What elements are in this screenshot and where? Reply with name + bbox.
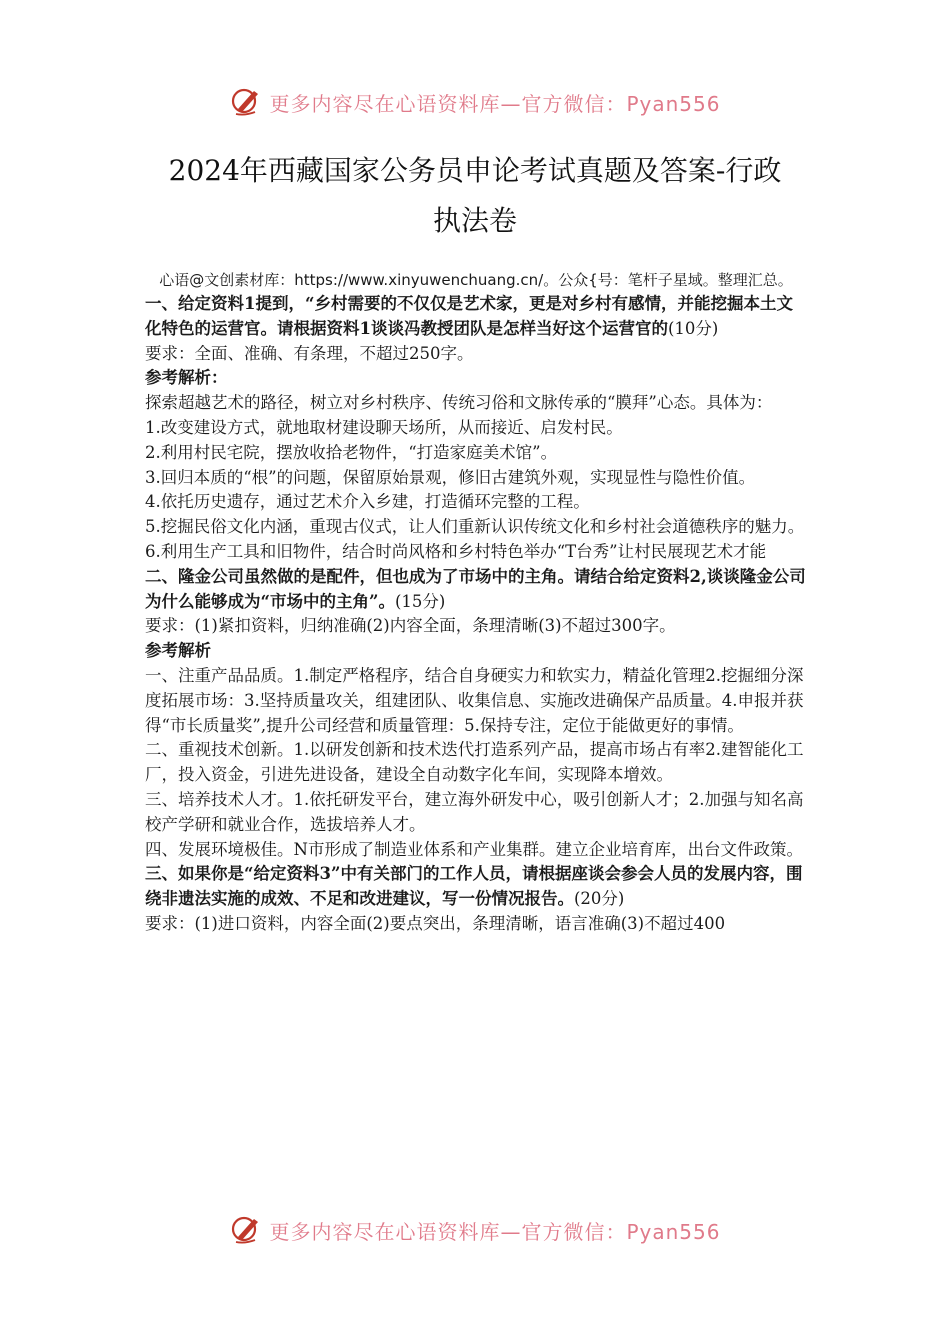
title-line-2: 执法卷 — [432, 204, 517, 237]
answer-paragraph: 3.回归本质的“根”的问题，保留原始景观，修旧古建筑外观，实现显性与隐性价值。 — [145, 467, 756, 487]
question-3 — [145, 862, 807, 912]
answer-paragraph: 一、注重产品品质。1.制定严格程序，结合自身硬实力和软实力，精益化管理2.挖掘细分深度拓展市场：3.坚持质量攻关，组建团队、收集信息、实施改进确保产品质量。4.申报并获得“市长质量奖”,提升公司经营和质量管理：5.保持专注，定位于能做更好的事情。 — [145, 665, 804, 735]
question-1 — [145, 292, 807, 342]
banner-text: 更多内容尽在心语资料库—官方微信：Pyan556 — [269, 1219, 721, 1244]
answer-paragraph: 探索超越艺术的路径，树立对乡村秩序、传统习俗和文脉传承的“膜拜”心态。具体为： — [145, 393, 773, 413]
answer-paragraph: 1.改变建设方式，就地取材建设聊天场所，从而接近、启发村民。 — [145, 417, 623, 437]
question-3-score: (20分) — [574, 889, 625, 909]
answer-paragraph: 三、培养技术人才。1.依托研发平台，建立海外研发中心，吸引创新人才；2.加强与知名高校产学研和就业合作，选拔培养人才。 — [145, 789, 804, 834]
answer-paragraph: 2.利用村民宅院，摆放收拾老物件，“打造家庭美术馆”。 — [145, 442, 558, 462]
header-banner — [0, 82, 950, 122]
pen-logo-icon — [229, 1213, 263, 1247]
banner-text: 更多内容尽在心语资料库—官方微信：Pyan556 — [269, 91, 721, 116]
footer-banner — [0, 1210, 950, 1250]
question-1-score: (10分) — [667, 318, 719, 338]
source-note: 心语@文创素材库：https://www.xinyuwenchuang.cn/。公众{号：笔杆子星域。整理汇总。 — [159, 271, 793, 289]
question-1-text: 一、给定资料1提到，“乡村需要的不仅仅是艺术家，更是对乡村有感情，并能挖掘本土文化特色的运营官。请根据资料1谈谈冯教授团队是怎样当好这个运营官的 — [145, 294, 793, 338]
pen-logo-icon — [229, 85, 263, 119]
answer-paragraph: 4.依托历史遗存，通过艺术介入乡建，打造循环完整的工程。 — [145, 492, 590, 512]
answer-paragraph: 二、重视技术创新。1.以研发创新和技术迭代打造系列产品，提高市场占有率2.建智能化工厂，投入资金，引进先进设备，建设全自动数字化车间，实现降本增效。 — [145, 740, 804, 785]
question-2-requirement: 要求：(1)紧扣资料，归纳准确(2)内容全面，条理清晰(3)不超过300字。 — [145, 616, 676, 636]
title-line-1: 2024年西藏国家公务员申论考试真题及答案-行政 — [168, 154, 782, 187]
question-1-requirement: 要求：全面、准确、有条理，不超过250字。 — [145, 343, 474, 363]
question-1-analysis-label: 参考解析： — [145, 368, 228, 388]
question-2-analysis-label: 参考解析 — [145, 641, 211, 661]
question-2 — [145, 565, 807, 615]
question-2-score: (15分) — [394, 591, 446, 611]
question-3-text: 三、如果你是“给定资料3”中有关部门的工作人员，请根据座谈会参会人员的发展内容，围绕非遗法实施的成效、不足和改进建议，写一份情况报告。 — [145, 864, 803, 909]
question-3-requirement: 要求：(1)进口资料，内容全面(2)要点突出，条理清晰，语言准确(3)不超过400 — [145, 913, 726, 933]
answer-paragraph: 5.挖掘民俗文化内涵，重现古仪式，让人们重新认识传统文化和乡村社会道德秩序的魅力。 — [145, 517, 805, 537]
document-body — [145, 268, 807, 937]
answer-paragraph: 6.利用生产工具和旧物件，结合时尚风格和乡村特色举办“T台秀”让村民展现艺术才能 — [145, 541, 767, 561]
question-2-text: 二、隆金公司虽然做的是配件，但也成为了市场中的主角。请结合给定资料2,谈谈隆金公司为什么能够成为“市场中的主角”。 — [145, 566, 806, 611]
page-title — [145, 146, 805, 246]
answer-paragraph: 四、发展环境极佳。N市形成了制造业体系和产业集群。建立企业培育库，出台文件政策。 — [145, 839, 803, 859]
